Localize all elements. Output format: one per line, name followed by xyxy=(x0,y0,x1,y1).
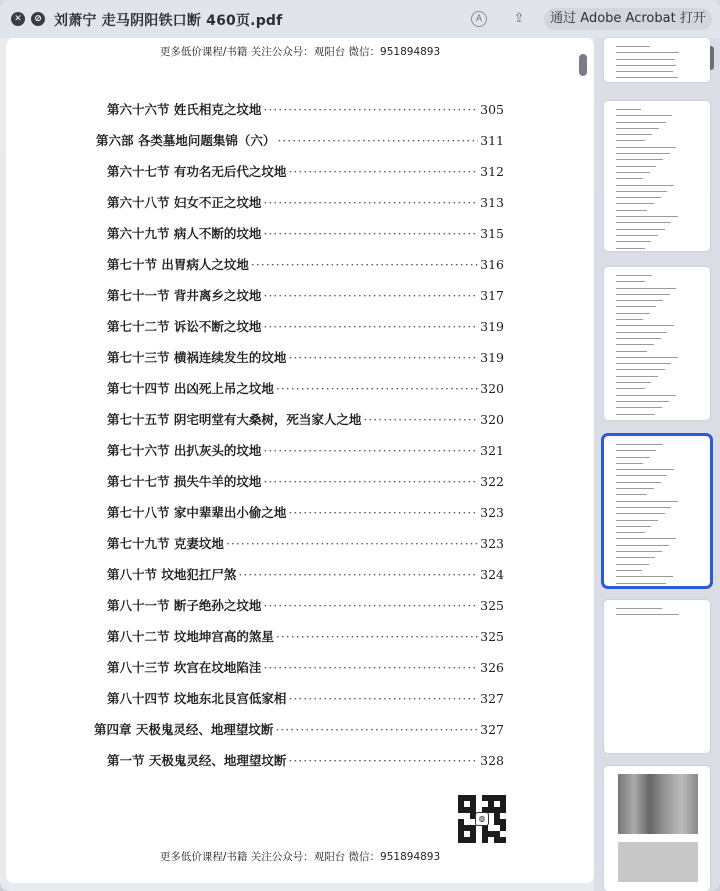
toc-entry[interactable] xyxy=(107,162,504,182)
toc-entry[interactable] xyxy=(107,441,504,461)
toc-entry-page: 313 xyxy=(480,195,504,210)
toc-entry-title: 第六十八节 妇女不正之坟地 xyxy=(107,195,262,210)
toc-entry-page: 315 xyxy=(480,226,504,241)
toc-entry-page: 320 xyxy=(480,412,504,427)
page-thumbnail[interactable] xyxy=(604,101,710,251)
toc-entry-title: 第七十一节 背井离乡之坟地 xyxy=(107,288,262,303)
toc-entry-title: 第六部 各类墓地问题集锦（六） xyxy=(96,133,276,148)
toc-dot-leader xyxy=(263,195,478,210)
toc-entry-page: 327 xyxy=(480,691,504,706)
toc-dot-leader xyxy=(288,505,478,520)
toc-entry-title: 第一节 天极鬼灵经、地理望坟断 xyxy=(107,753,287,768)
toc-entry-page: 320 xyxy=(480,381,504,396)
thumbnail-image xyxy=(618,842,698,882)
toc-entry[interactable] xyxy=(107,193,504,213)
toc-entry-title: 第七十九节 克妻坟地 xyxy=(107,536,224,551)
toc-entry-page: 319 xyxy=(480,319,504,334)
toc-entry[interactable] xyxy=(107,658,504,678)
toc-dot-leader xyxy=(288,753,478,768)
toc-dot-leader xyxy=(263,598,478,613)
toc-dot-leader xyxy=(363,412,478,427)
toc-entry[interactable] xyxy=(107,689,504,709)
toc-entry[interactable] xyxy=(96,131,504,151)
share-icon[interactable]: ⇪ xyxy=(513,11,525,26)
page-thumbnail[interactable] xyxy=(604,600,710,753)
toc-entry[interactable] xyxy=(107,286,504,306)
page-thumbnail-current[interactable] xyxy=(604,436,710,586)
toc-entry-title: 第七十五节 阴宅明堂有大桑树，死当家人之地 xyxy=(107,412,362,427)
toc-entry-page: 325 xyxy=(480,598,504,613)
toc-entry-title: 第八十节 坟地犯扛尸煞 xyxy=(107,567,237,582)
toc-entry-page: 323 xyxy=(480,536,504,551)
toc-dot-leader xyxy=(263,474,478,489)
document-page[interactable] xyxy=(6,38,594,883)
toc-dot-leader xyxy=(276,381,478,396)
toc-entry-title: 第七十三节 横祸连续发生的坟地 xyxy=(107,350,287,365)
toc-entry-title: 第七十六节 出扒灰头的坟地 xyxy=(107,443,262,458)
toc-entry-title: 第七十八节 家中辈辈出小偷之地 xyxy=(107,505,287,520)
toc-dot-leader xyxy=(263,288,478,303)
toc-entry-page: 312 xyxy=(480,164,504,179)
toc-entry-page: 328 xyxy=(480,753,504,768)
toc-dot-leader xyxy=(226,536,478,551)
toc-entry-page: 322 xyxy=(480,474,504,489)
toc-entry-page: 316 xyxy=(480,257,504,272)
toc-entry-title: 第八十一节 断子绝孙之坟地 xyxy=(107,598,262,613)
toc-dot-leader xyxy=(263,660,478,675)
toc-entry-title: 第六十九节 病人不断的坟地 xyxy=(107,226,262,241)
toc-dot-leader xyxy=(288,164,478,179)
window-title: 刘萧宁 走马阴阳铁口断 460页.pdf xyxy=(54,13,283,29)
toc-entry[interactable] xyxy=(107,627,504,647)
page-thumbnail[interactable] xyxy=(604,38,710,82)
toc-entry-title: 第七十二节 诉讼不断之坟地 xyxy=(107,319,262,334)
toc-entry[interactable] xyxy=(107,534,504,554)
toc-entry[interactable] xyxy=(107,255,504,275)
toc-entry-page: 305 xyxy=(480,102,504,117)
toc-entry-page: 327 xyxy=(480,722,504,737)
toc-entry-page: 323 xyxy=(480,505,504,520)
page-scrollbar[interactable] xyxy=(579,54,587,76)
thumbnail-sidebar xyxy=(594,38,720,891)
toc-entry-page: 324 xyxy=(480,567,504,582)
close-icon[interactable]: ✕ xyxy=(11,12,25,26)
toc-entry-title: 第七十七节 损失牛羊的坟地 xyxy=(107,474,262,489)
toc-entry-title: 第四章 天极鬼灵经、地理望坟断 xyxy=(94,722,274,737)
toc-entry[interactable] xyxy=(107,410,504,430)
toc-entry-title: 第八十四节 坟地东北艮宫低家相 xyxy=(107,691,287,706)
toc-entry[interactable] xyxy=(107,503,504,523)
toc-entry-page: 326 xyxy=(480,660,504,675)
toc-dot-leader xyxy=(263,102,478,117)
toc-entry[interactable] xyxy=(107,224,504,244)
thumbnail-image xyxy=(618,774,698,834)
toc-entry-page: 319 xyxy=(480,350,504,365)
toc-dot-leader xyxy=(276,629,478,644)
toc-dot-leader xyxy=(288,691,478,706)
toc-dot-leader xyxy=(263,226,478,241)
page-thumbnail[interactable] xyxy=(604,766,710,891)
minimize-icon[interactable]: ⊘ xyxy=(31,12,45,26)
toc-entry-title: 第八十二节 坟地坤宫高的煞星 xyxy=(107,629,274,644)
toc-entry[interactable] xyxy=(107,596,504,616)
toc-entry[interactable] xyxy=(107,100,504,120)
toc-dot-leader xyxy=(238,567,478,582)
toc-dot-leader xyxy=(277,133,478,148)
toc-entry-page: 321 xyxy=(480,443,504,458)
toc-entry-page: 325 xyxy=(480,629,504,644)
page-header: 更多低价课程/书籍 关注公众号：观阳台 微信：951894893 xyxy=(159,46,441,58)
toc-entry-title: 第八十三节 坎宫在坟地陷洼 xyxy=(107,660,262,675)
title-bar xyxy=(0,0,720,38)
toc-entry[interactable] xyxy=(107,348,504,368)
toc-entry[interactable] xyxy=(107,565,504,585)
toc-dot-leader xyxy=(263,319,478,334)
toc-entry-title: 第七十节 出胃病人之坟地 xyxy=(107,257,249,272)
page-footer: 更多低价课程/书籍 关注公众号：观阳台 微信：951894893 xyxy=(159,851,441,863)
toc-entry[interactable] xyxy=(107,379,504,399)
toc-entry-title: 第七十四节 出凶死上吊之坟地 xyxy=(107,381,274,396)
toc-entry-title: 第六十七节 有功名无后代之坟地 xyxy=(107,164,287,179)
toc-dot-leader xyxy=(263,443,478,458)
toc-entry-title: 第六十六节 姓氏相克之坟地 xyxy=(107,102,262,117)
toc-entry-page: 317 xyxy=(480,288,504,303)
toc-dot-leader xyxy=(288,350,478,365)
toc-entry[interactable] xyxy=(94,720,504,740)
markup-icon[interactable]: A xyxy=(471,11,487,27)
open-in-acrobat-button[interactable]: 通过 Adobe Acrobat 打开 xyxy=(544,8,712,30)
toc-dot-leader xyxy=(275,722,478,737)
toc-entry[interactable] xyxy=(107,751,504,771)
toc-dot-leader xyxy=(251,257,478,272)
wechat-logo-icon: ◍ xyxy=(475,812,489,826)
page-thumbnail[interactable] xyxy=(604,267,710,420)
toc-entry[interactable] xyxy=(107,317,504,337)
toc-entry[interactable] xyxy=(107,472,504,492)
toc-entry-page: 311 xyxy=(480,133,504,148)
